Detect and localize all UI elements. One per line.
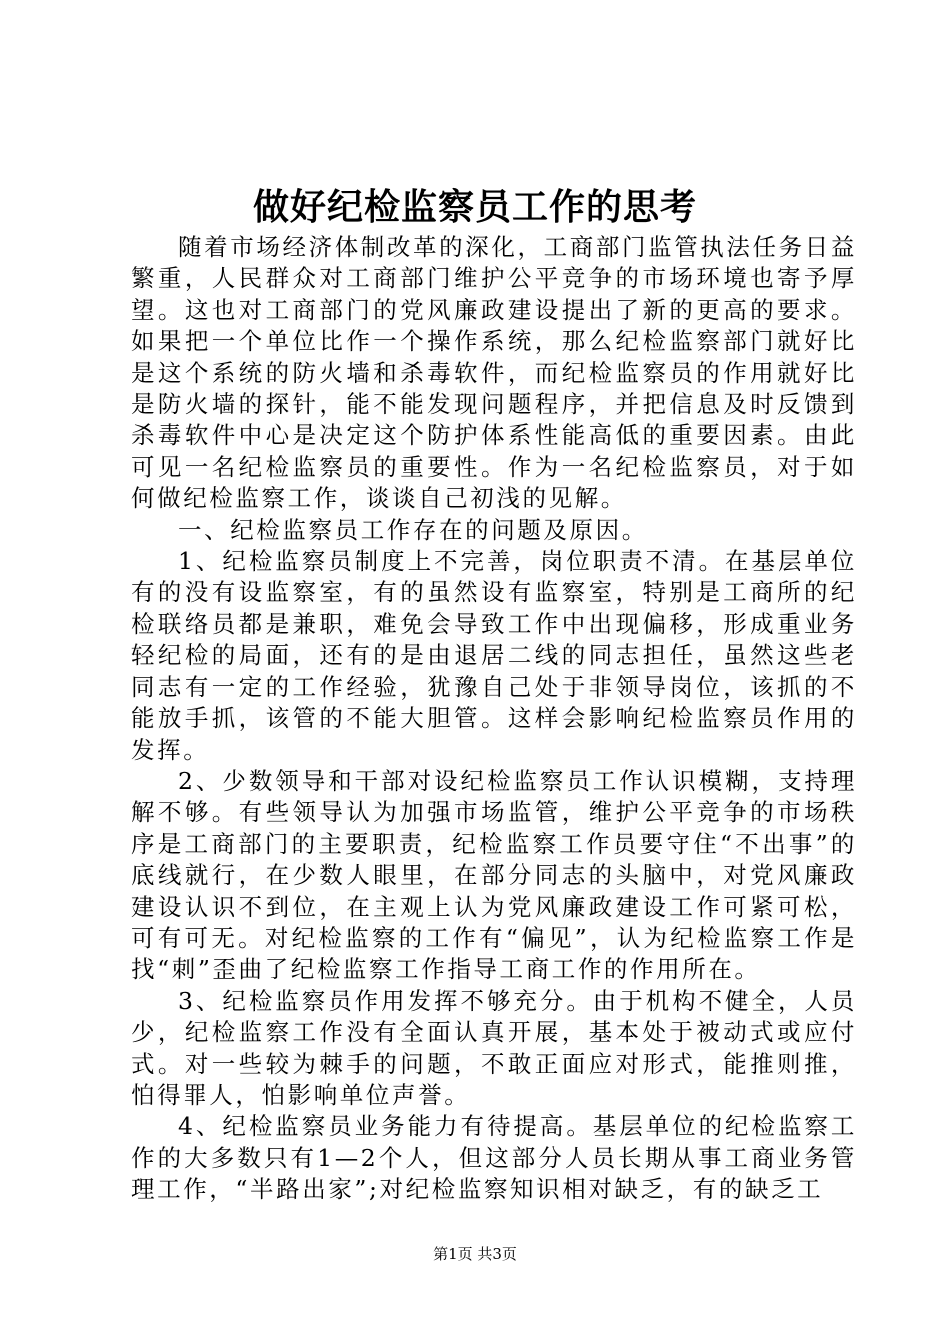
paragraph-point-3: 3、纪检监察员作用发挥不够充分。由于机构不健全，人员少，纪检监察工作没有全面认真开展，基本处于被动式或应付式。对一些较为棘手的问题，不敢正面应对形式，能推则推，怕得罪人，怕影响单位声誉。	[131, 986, 857, 1109]
paragraph-point-2: 2、少数领导和干部对设纪检监察员工作认识模糊，支持理解不够。有些领导认为加强市场监管，维护公平竞争的市场秩序是工商部门的主要职责，纪检监察工作员要守住“不出事”的底线就行，在少数人眼里，在部分同志的头脑中，对党风廉政建设认识不到位，在主观上认为党风廉政建设工作可紧可松，可有可无。对纪检监察的工作有“偏见”，认为纪检监察工作是找“刺”歪曲了纪检监察工作指导工商工作的作用所在。	[131, 766, 857, 984]
section-heading: 一、纪检监察员工作存在的问题及原因。	[178, 515, 648, 544]
paragraph-point-1: 1、纪检监察员制度上不完善，岗位职责不清。在基层单位有的没有设监察室，有的虽然设有监察室，特别是工商所的纪检联络员都是兼职，难免会导致工作中出现偏移，形成重业务轻纪检的局面，还有的是由退居二线的同志担任，虽然这些老同志有一定的工作经验，犹豫自己处于非领导岗位，该抓的不能放手抓，该管的不能大胆管。这样会影响纪检监察员作用的发挥。	[131, 547, 857, 764]
paragraph-intro: 随着市场经济体制改革的深化，工商部门监管执法任务日益繁重，人民群众对工商部门维护公平竞争的市场环境也寄予厚望。这也对工商部门的党风廉政建设提出了新的更高的要求。如果把一个单位比作一个操作系统，那么纪检监察部门就好比是这个系统的防火墙和杀毒软件，而纪检监察员的作用就好比是防火墙的探针，能不能发现问题程序，并把信息及时反馈到杀毒软件中心是决定这个防护体系性能高低的重要因素。由此可见一名纪检监察员的重要性。作为一名纪检监察员，对于如何做纪检监察工作，谈谈自己初浅的见解。	[131, 233, 857, 513]
document-title: 做好纪检监察员工作的思考	[252, 186, 697, 228]
paragraph-point-4: 4、纪检监察员业务能力有待提高。基层单位的纪检监察工作的大多数只有1—2个人，但这部分人员长期从事工商业务管理工作，“半路出家”;对纪检监察知识相对缺乏，有的缺乏工	[131, 1112, 857, 1204]
page-footer: 第1页 共3页	[433, 1245, 517, 1263]
document-body	[131, 232, 857, 1206]
